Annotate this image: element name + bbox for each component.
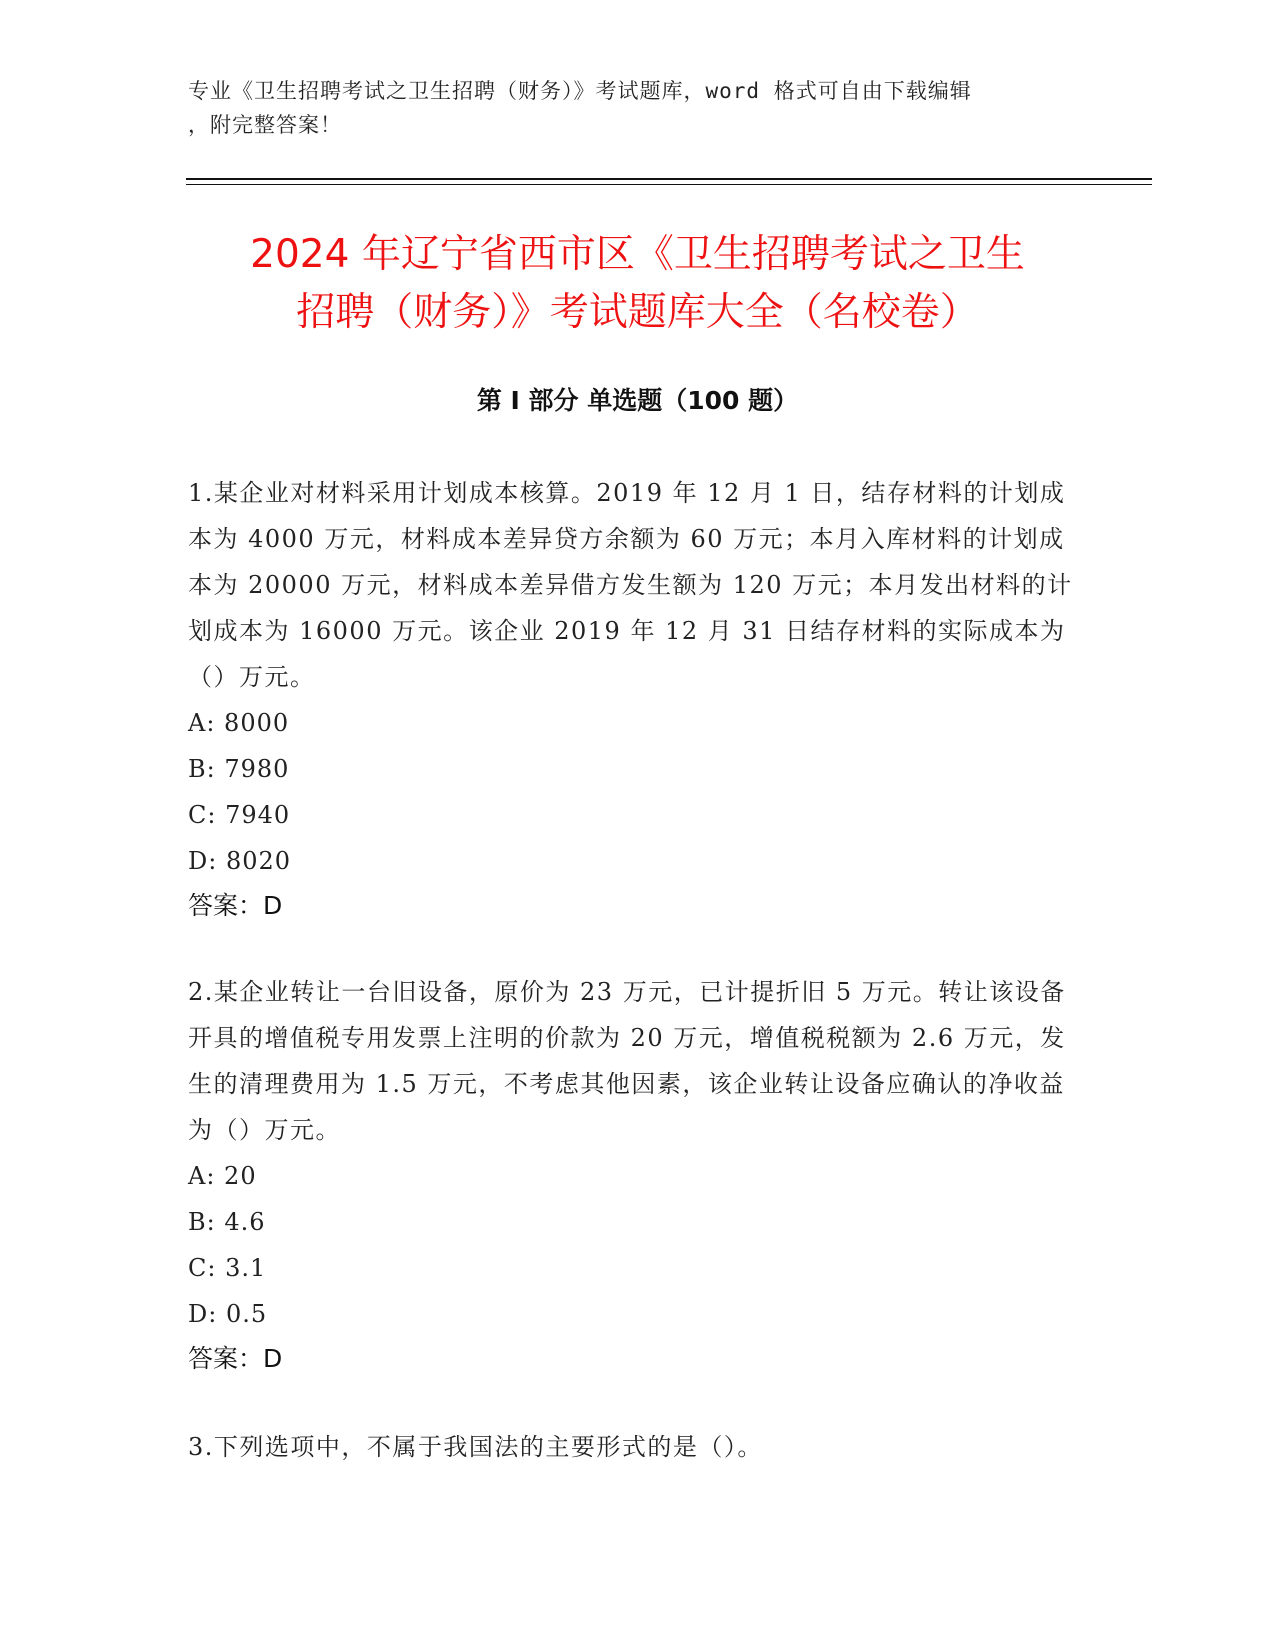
header-note-line-2: ，附完整答案！ <box>188 113 342 137</box>
document-title-line-2: 招聘（财务）》考试题库大全（名校卷） <box>296 290 979 335</box>
question-2-text: 2.某企业转让一台旧设备，原价为 23 万元，已计提折旧 5 万元。转让该设备开具的增值税专用发票上注明的价款为 20 万元，增值税税额为 2.6 万元，发生的清理费用为 1.5 万元，不考虑其他因素，该企业转让设备应确认的净收益为（）万元。 <box>188 978 1066 1144</box>
question-1-option-d: D: 8020 <box>188 847 292 875</box>
document-title <box>150 226 1125 342</box>
question-2-option-c: C: 3.1 <box>188 1254 267 1282</box>
question-3-text: 3.下列选项中，不属于我国法的主要形式的是（）。 <box>188 1433 763 1461</box>
question-2-answer: 答案：D <box>188 1344 283 1373</box>
header-note <box>188 74 1088 142</box>
question-1-text: 1.某企业对材料采用计划成本核算。2019 年 12 月 1 日，结存材料的计划成本为 4000 万元，材料成本差异贷方余额为 60 万元；本月入库材料的计划成本为 20000 万元，材料成本差异借方发生额为 120 万元；本月发出材料的计划成本为 16000 万元。该企业 2019 年 12 月 31 日结存材料的实际成本为（）万元。 <box>188 479 1073 691</box>
header-divider-thin <box>186 184 1152 185</box>
question-1-option-a: A: 8000 <box>188 709 290 737</box>
question-3 <box>188 1424 1088 1470</box>
question-1-answer: 答案：D <box>188 891 283 920</box>
question-2 <box>188 969 1088 1381</box>
question-2-option-a: A: 20 <box>188 1162 257 1190</box>
question-2-option-d: D: 0.5 <box>188 1300 268 1328</box>
header-note-line-1: 专业《卫生招聘考试之卫生招聘（财务）》考试题库，word 格式可自由下载编辑 <box>188 79 972 103</box>
question-1 <box>188 470 1088 928</box>
header-divider-thick <box>186 178 1152 180</box>
question-2-option-b: B: 4.6 <box>188 1208 266 1236</box>
question-1-option-c: C: 7940 <box>188 801 291 829</box>
document-title-line-1: 2024 年辽宁省西市区《卫生招聘考试之卫生 <box>250 232 1025 277</box>
section-heading: 第 I 部分 单选题（100 题） <box>476 386 799 415</box>
question-1-option-b: B: 7980 <box>188 755 290 783</box>
